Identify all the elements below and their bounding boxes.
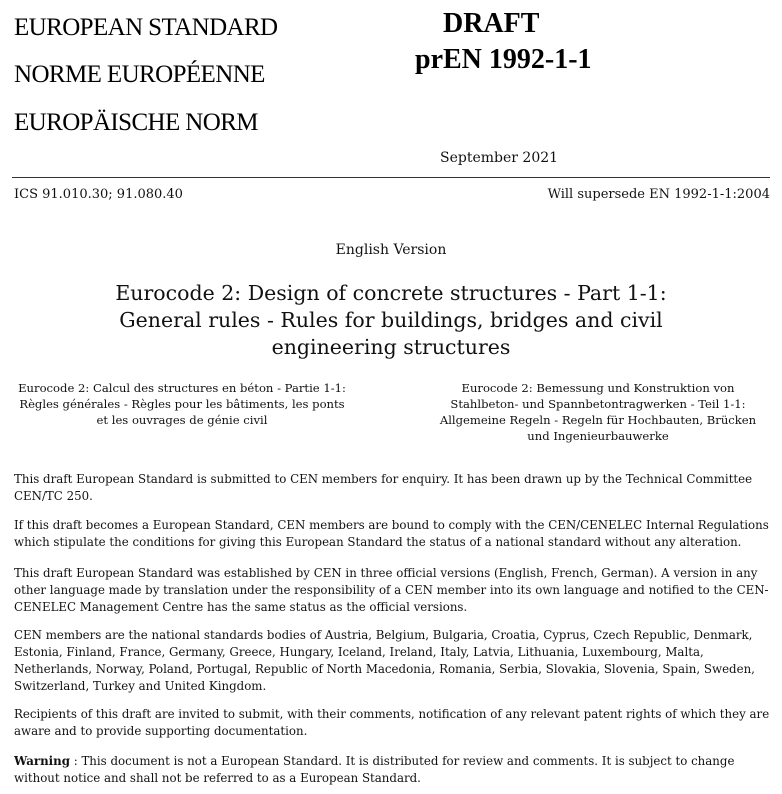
french-title-line: Règles générales - Règles pour les bâtiments, les ponts (19, 397, 345, 411)
regulations-paragraph: If this draft becomes a European Standard, CEN members are bound to comply with the CEN/CENELEC Internal Regulations which stipulate the conditions for giving this European Standard the status of a national standard without any alteration. (14, 518, 769, 549)
warning-text: : This document is not a European Standard. It is distributed for review and comments. It is subject to change without notice and shall not be referred to as a European Standard. (14, 754, 735, 785)
title-line: engineering structures (271, 335, 511, 359)
version-label: English Version (335, 242, 447, 258)
title-line: General rules - Rules for buildings, bridges and civil (119, 308, 663, 332)
members-paragraph: CEN members are the national standards bodies of Austria, Belgium, Bulgaria, Croatia, Cyprus, Czech Republic, Denmark, Estonia, Finland, France, Germany, Greece, Hungary, Iceland, Ireland, Italy, Latvia, Lithuania, Luxembourg, Malta, Netherlands, Norway, Poland, Portugal, Republic of North Macedonia, Romania, Serbia, Slovakia, Slovenia, Spain, Sweden, Switzerland, Turkey and United Kingdom. (14, 628, 755, 693)
french-title-line: Eurocode 2: Calcul des structures en béton - Partie 1-1: (18, 381, 346, 395)
standard-name-french: NORME EUROPÉENNE (14, 61, 265, 88)
german-title-line: Stahlbeton- und Spannbetontragwerken - Teil 1-1: (450, 397, 746, 411)
enquiry-paragraph: This draft European Standard is submitted to CEN members for enquiry. It has been drawn up by the Technical Committee CEN/TC 250. (14, 472, 753, 503)
standard-name-english: EUROPEAN STANDARD (14, 14, 278, 41)
supersedes-note: Will supersede EN 1992-1-1:2004 (547, 187, 770, 202)
document-title (60, 280, 722, 361)
warning-label: Warning (14, 754, 70, 768)
title-line: Eurocode 2: Design of concrete structures - Part 1-1: (115, 281, 667, 305)
patent-paragraph: Recipients of this draft are invited to submit, with their comments, notification of any relevant patent rights of which they are aware and to provide supporting documentation. (14, 707, 770, 738)
german-title (430, 380, 766, 444)
ics-codes: ICS 91.010.30; 91.080.40 (14, 187, 183, 202)
german-title-line: Allgemeine Regeln - Regeln für Hochbauten, Brücken (439, 413, 757, 427)
draft-label: DRAFT (443, 8, 540, 39)
standard-name-german: EUROPÄISCHE NORM (14, 109, 258, 136)
versions-paragraph: This draft European Standard was established by CEN in three official versions (English, French, German). A version in any other language made by translation under the responsibility of a CEN member into its own language and notified to the CEN-CENELEC Management Centre has the same status as the official versions. (14, 566, 769, 614)
french-title-line: et les ouvrages de génie civil (96, 413, 268, 427)
standard-number: prEN 1992-1-1 (415, 44, 592, 75)
header-divider (12, 177, 770, 178)
german-title-line: und Ingenieurbauwerke (527, 429, 669, 443)
german-title-line: Eurocode 2: Bemessung und Konstruktion von (461, 381, 735, 395)
warning-paragraph (14, 753, 774, 787)
publication-date: September 2021 (440, 150, 559, 166)
french-title (14, 380, 350, 428)
